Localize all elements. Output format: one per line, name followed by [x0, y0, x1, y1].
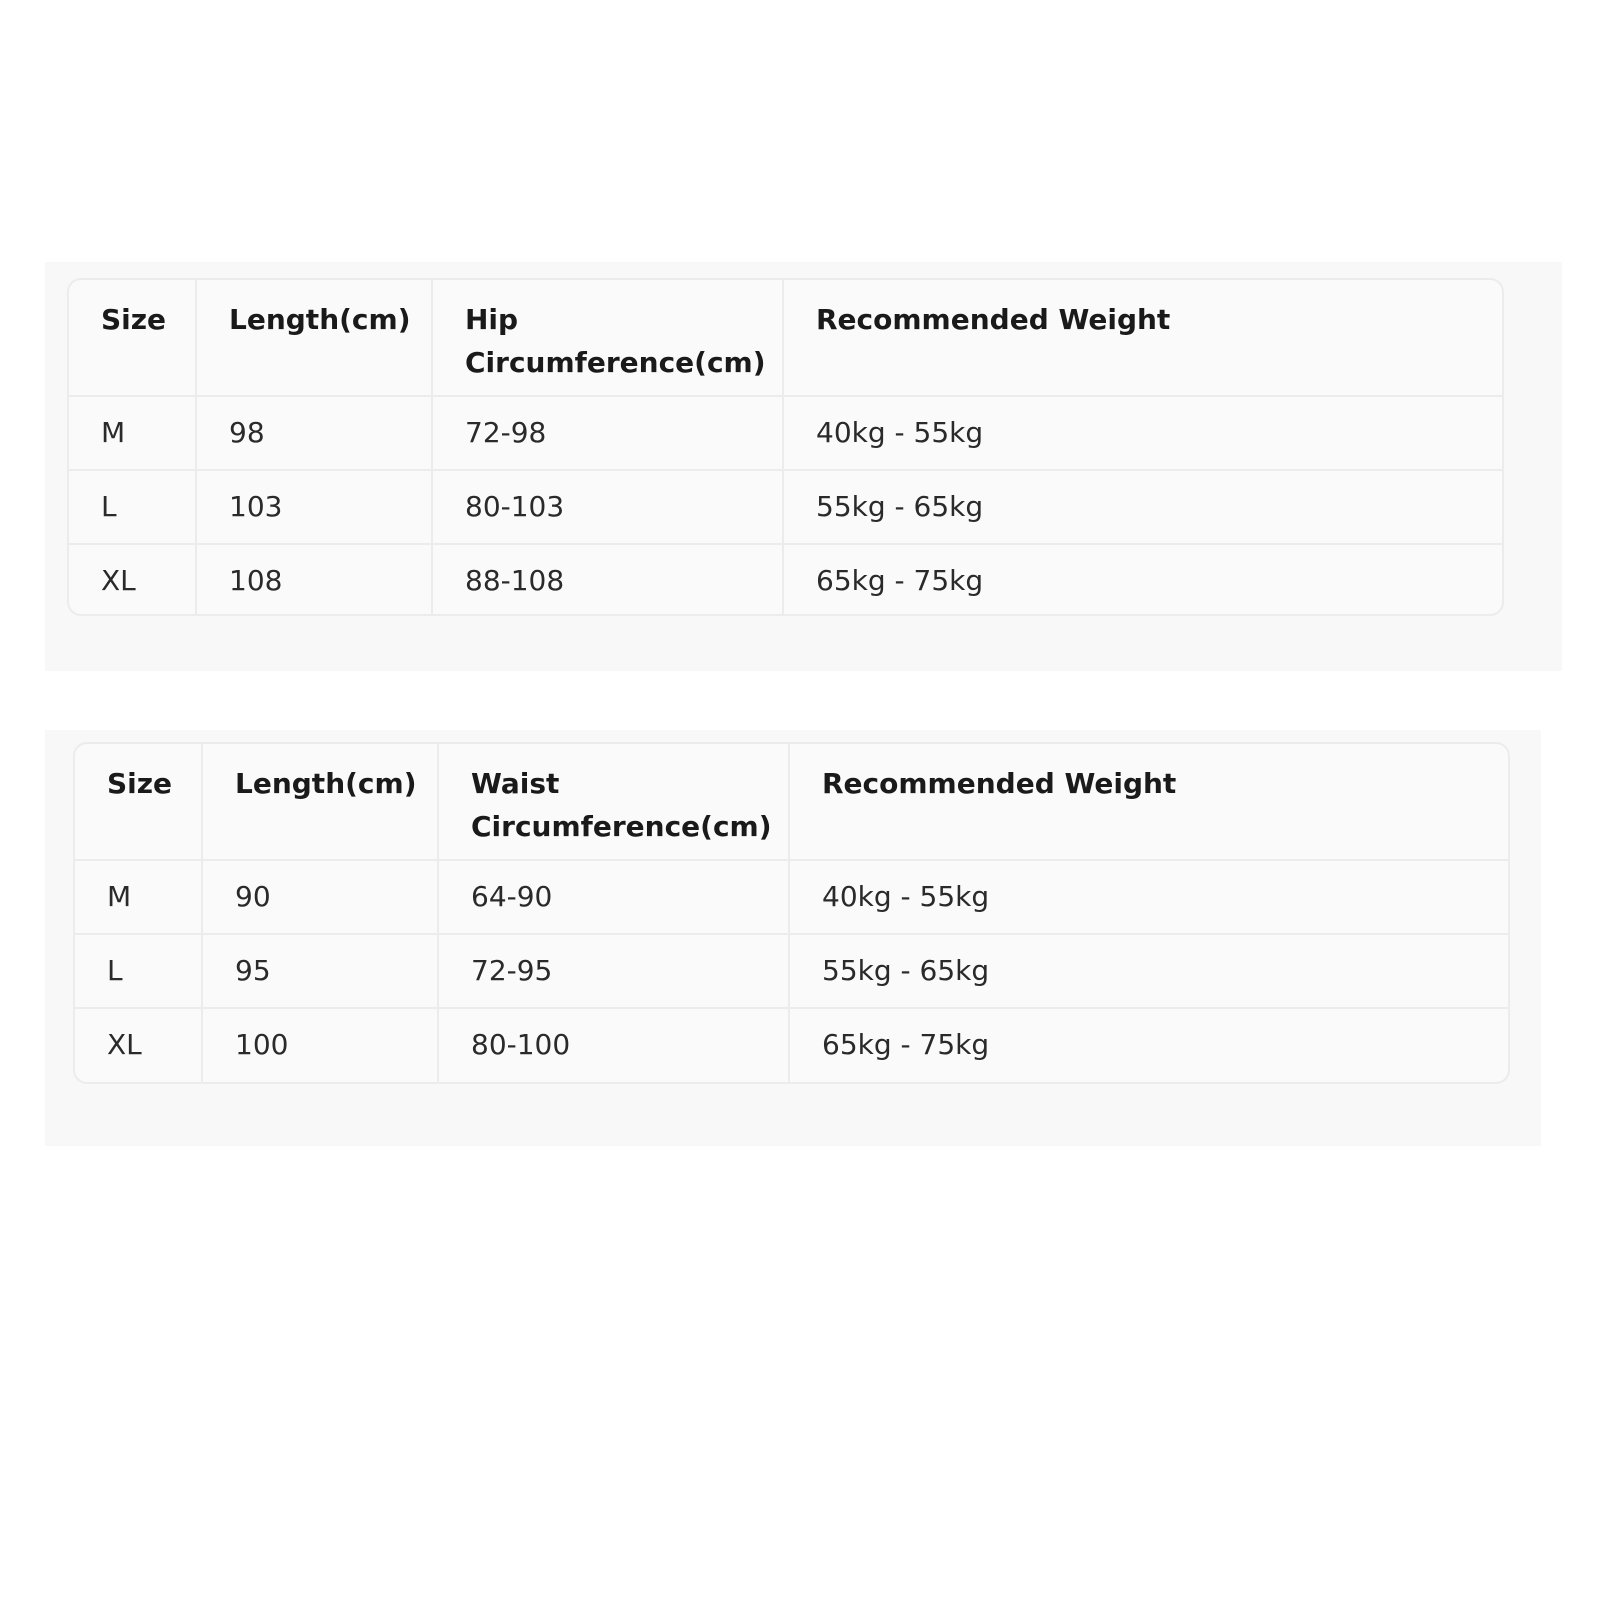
hip-size-chart-panel [45, 262, 1562, 671]
table-row [69, 470, 1502, 544]
header-size: Size [69, 280, 196, 396]
waist-size-chart-card [73, 742, 1510, 1084]
cell-waist: 64-90 [438, 860, 789, 934]
header-length: Length(cm) [196, 280, 432, 396]
cell-hip: 72-98 [432, 396, 783, 470]
cell-length: 95 [202, 934, 438, 1008]
cell-weight: 65kg - 75kg [816, 564, 984, 597]
cell-weight: 55kg - 65kg [789, 934, 1508, 1008]
cell-size: XL [75, 1008, 202, 1082]
cell-size: XL [69, 544, 196, 616]
header-hip-circumference: Hip Circumference(cm) [432, 280, 783, 396]
cell-size: M [69, 396, 196, 470]
cell-size: L [69, 470, 196, 544]
table-row [75, 1008, 1508, 1082]
hip-size-chart-card [67, 278, 1504, 616]
table-header-row [75, 744, 1508, 860]
cell-waist: 72-95 [438, 934, 789, 1008]
table-row [75, 934, 1508, 1008]
cell-length: 103 [196, 470, 432, 544]
cell-size: M [75, 860, 202, 934]
header-recommended-weight: Recommended Weight [789, 744, 1508, 860]
cell-weight: 40kg - 55kg [789, 860, 1508, 934]
waist-size-chart-panel [45, 730, 1541, 1146]
cell-hip: 80-103 [432, 470, 783, 544]
cell-weight: 65kg - 75kg [822, 1028, 990, 1061]
cell-length: 90 [202, 860, 438, 934]
header-recommended-weight: Recommended Weight [783, 280, 1502, 396]
cell-size: L [75, 934, 202, 1008]
cell-length: 98 [196, 396, 432, 470]
header-waist-circumference: Waist Circumference(cm) [438, 744, 789, 860]
waist-size-table [75, 744, 1508, 1082]
table-header-row [69, 280, 1502, 396]
cell-weight: 40kg - 55kg [783, 396, 1502, 470]
table-row [75, 860, 1508, 934]
cell-length: 100 [202, 1008, 438, 1082]
table-row [69, 544, 1502, 616]
cell-weight: 55kg - 65kg [783, 470, 1502, 544]
hip-size-table [69, 280, 1502, 616]
cell-hip: 88-108 [432, 544, 783, 616]
cell-length: 108 [196, 544, 432, 616]
header-length: Length(cm) [202, 744, 438, 860]
table-row [69, 396, 1502, 470]
cell-waist: 80-100 [438, 1008, 789, 1082]
header-size: Size [75, 744, 202, 860]
